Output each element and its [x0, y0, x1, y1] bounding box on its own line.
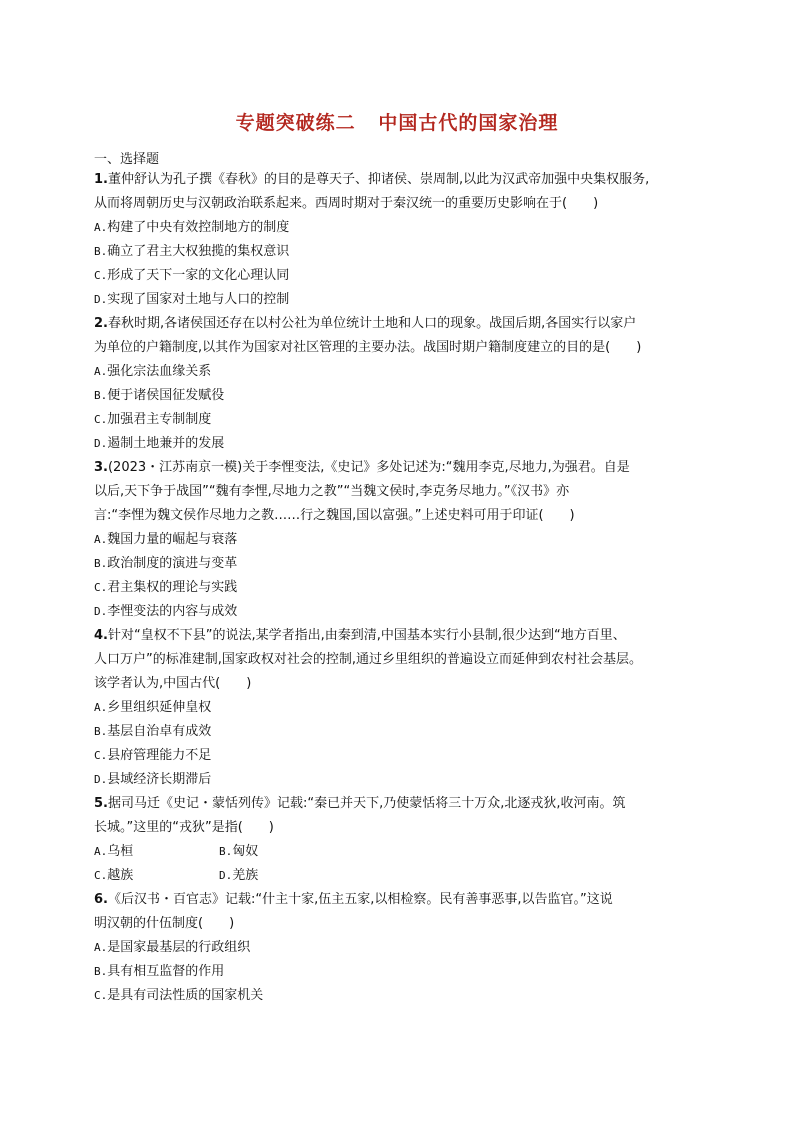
- question-list: [94, 168, 714, 1008]
- option-text: 构建了中央有效控制地方的制度: [107, 220, 290, 235]
- option-letter: C.: [94, 269, 108, 282]
- option-row: [94, 840, 714, 864]
- option-letter: A.: [94, 941, 108, 954]
- option-letter: C.: [94, 989, 108, 1002]
- question-number: 6.: [94, 892, 108, 907]
- option-c: [94, 984, 714, 1008]
- question-text: 明汉朝的什伍制度( ): [94, 916, 235, 931]
- question-line: [94, 624, 714, 648]
- option-text: 加强君主专制制度: [107, 412, 212, 427]
- option-letter: C.: [94, 749, 108, 762]
- option-a: [94, 528, 714, 552]
- question-number: 5.: [94, 796, 108, 811]
- option-text: 县府管理能力不足: [107, 748, 212, 763]
- question-line: [94, 168, 714, 192]
- option-b: [94, 960, 714, 984]
- question-line: [94, 456, 714, 480]
- option-letter: A.: [94, 365, 108, 378]
- option-text: 政治制度的演进与变革: [107, 556, 238, 571]
- option-letter: D.: [94, 293, 108, 306]
- option-text: 基层自治卓有成效: [107, 724, 212, 739]
- section-heading: 一、选择题: [94, 152, 160, 167]
- question-6: [94, 888, 714, 1008]
- option-c: [94, 408, 714, 432]
- option-letter: A.: [94, 533, 108, 546]
- option-letter: D.: [94, 437, 108, 450]
- option-text: 形成了天下一家的文化心理认同: [107, 268, 290, 283]
- option-letter: C.: [94, 413, 108, 426]
- option-text: 具有相互监督的作用: [107, 964, 225, 979]
- question-text: 人口万户”的标准建制,国家政权对社会的控制,通过乡里组织的普遍设立而延伸到农村社会基层。: [94, 652, 643, 667]
- question-4: [94, 624, 714, 792]
- option-letter: A.: [94, 221, 108, 234]
- question-text: 针对“皇权不下县”的说法,某学者指出,由秦到清,中国基本实行小县制,很少达到“地方百里、: [107, 628, 626, 643]
- option-c: [94, 744, 714, 768]
- option-letter: C.: [94, 581, 108, 594]
- question-number: 2.: [94, 316, 108, 331]
- option-text: 魏国力量的崛起与衰落: [107, 532, 238, 547]
- option-text: 遏制土地兼并的发展: [107, 436, 225, 451]
- option-letter: B.: [94, 725, 108, 738]
- option-d: [94, 600, 714, 624]
- option-letter: A.: [94, 701, 108, 714]
- question-1: [94, 168, 714, 312]
- option-text: 便于诸侯国征发赋役: [107, 388, 225, 403]
- question-text: 为单位的户籍制度,以其作为国家对社区管理的主要办法。战国时期户籍制度建立的目的是( ): [94, 340, 642, 355]
- option-a: [94, 936, 714, 960]
- option-text: 强化宗法血缘关系: [107, 364, 212, 379]
- option-text: 李悝变法的内容与成效: [107, 604, 238, 619]
- option-text: 越族: [107, 868, 134, 883]
- question-text: 长城。”这里的“戎狄”是指( ): [94, 820, 274, 835]
- question-text: 春秋时期,各诸侯国还存在以村公社为单位统计土地和人口的现象。战国后期,各国实行以家户: [107, 316, 637, 331]
- option-letter: D.: [219, 869, 233, 882]
- option-text: 是具有司法性质的国家机关: [107, 988, 264, 1003]
- option-letter: B.: [94, 557, 108, 570]
- option-c: [94, 576, 714, 600]
- question-text: 董仲舒认为孔子撰《春秋》的目的是尊天子、抑诸侯、崇周制,以此为汉武帝加强中央集权服务,: [107, 172, 650, 187]
- question-line: [94, 792, 714, 816]
- option-b: [94, 384, 714, 408]
- question-text: 从而将周朝历史与汉朝政治联系起来。西周时期对于秦汉统一的重要历史影响在于( ): [94, 196, 599, 211]
- question-text: (2023・江苏南京一模)关于李悝变法,《史记》多处记述为:“魏用李克,尽地力,为强君。自是: [107, 460, 630, 475]
- option-b: [219, 840, 344, 864]
- option-c: [94, 864, 219, 888]
- question-text: 以后,天下争于战国”“魏有李悝,尽地力之教”“当魏文侯时,李克务尽地力。”《汉书》亦: [94, 484, 570, 499]
- option-row: [94, 864, 714, 888]
- question-5: [94, 792, 714, 888]
- option-letter: B.: [94, 965, 108, 978]
- option-text: 羌族: [232, 868, 259, 883]
- option-a: [94, 696, 714, 720]
- option-letter: B.: [219, 845, 233, 858]
- option-letter: B.: [94, 389, 108, 402]
- option-text: 乡里组织延伸皇权: [107, 700, 212, 715]
- question-2: [94, 312, 714, 456]
- question-number: 1.: [94, 172, 108, 187]
- question-line: [94, 312, 714, 336]
- option-d: [94, 432, 714, 456]
- option-text: 实现了国家对土地与人口的控制: [107, 292, 290, 307]
- option-d: [94, 288, 714, 312]
- option-a: [94, 216, 714, 240]
- question-text: 该学者认为,中国古代( ): [94, 676, 252, 691]
- page-title: 专题突破练二 中国古代的国家治理: [235, 112, 559, 134]
- question-text: 言:“李悝为魏文侯作尽地力之教……行之魏国,国以富强。”上述史料可用于印证( ): [94, 508, 575, 523]
- option-d: [94, 768, 714, 792]
- option-text: 乌桓: [107, 844, 134, 859]
- option-a: [94, 840, 219, 864]
- option-c: [94, 264, 714, 288]
- question-number: 3.: [94, 460, 108, 475]
- question-line: [94, 888, 714, 912]
- option-letter: D.: [94, 605, 108, 618]
- question-text: 据司马迁《史记・蒙恬列传》记载:“秦已并天下,乃使蒙恬将三十万众,北逐戎狄,收河南。筑: [107, 796, 626, 811]
- question-text: 《后汉书・百官志》记载:“什主十家,伍主五家,以相检察。民有善事恶事,以告监官。”这说: [107, 892, 613, 907]
- question-number: 4.: [94, 628, 108, 643]
- option-letter: B.: [94, 245, 108, 258]
- question-3: [94, 456, 714, 624]
- option-text: 是国家最基层的行政组织: [107, 940, 251, 955]
- option-a: [94, 360, 714, 384]
- option-b: [94, 240, 714, 264]
- option-text: 君主集权的理论与实践: [107, 580, 238, 595]
- option-letter: C.: [94, 869, 108, 882]
- option-text: 确立了君主大权独揽的集权意识: [107, 244, 290, 259]
- option-letter: D.: [94, 773, 108, 786]
- option-text: 县域经济长期滞后: [107, 772, 212, 787]
- option-b: [94, 552, 714, 576]
- option-d: [219, 864, 344, 888]
- option-b: [94, 720, 714, 744]
- option-text: 匈奴: [232, 844, 259, 859]
- option-letter: A.: [94, 845, 108, 858]
